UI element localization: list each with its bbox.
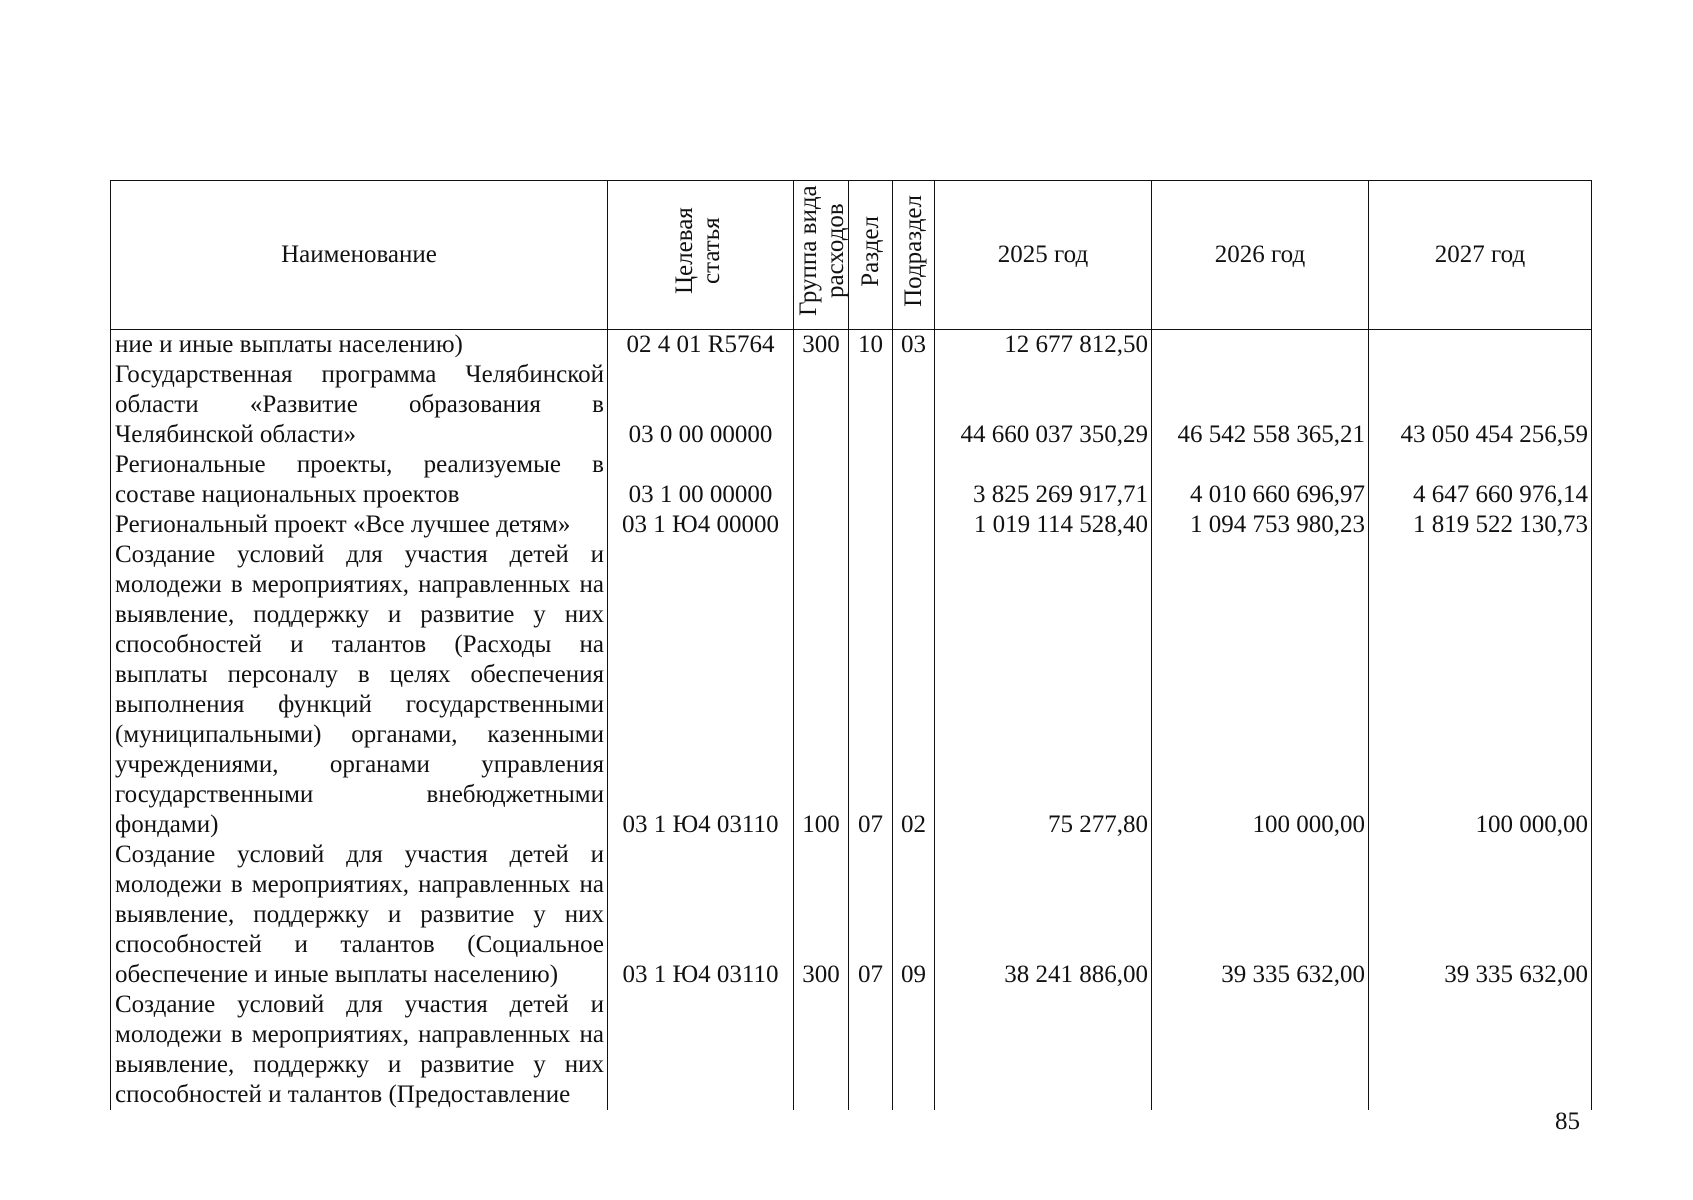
row-section	[849, 360, 893, 450]
row-code: 03 1 00 00000	[608, 450, 794, 510]
row-section	[849, 990, 893, 1110]
table-row	[111, 990, 1592, 1110]
row-code: 03 1 Ю4 03110	[608, 540, 794, 840]
row-2025: 75 277,80	[935, 540, 1152, 840]
row-subsection: 03	[893, 330, 935, 361]
row-section: 07	[849, 540, 893, 840]
header-group-label: Группа вида расходов	[795, 185, 849, 317]
row-group	[794, 510, 849, 540]
row-2027: 4 647 660 976,14	[1369, 450, 1592, 510]
row-subsection: 09	[893, 840, 935, 990]
row-group: 300	[794, 840, 849, 990]
budget-table-container	[110, 180, 1592, 1110]
table-row	[111, 360, 1592, 450]
row-2027	[1369, 330, 1592, 361]
row-2026	[1152, 330, 1369, 361]
header-name: Наименование	[111, 181, 608, 330]
row-subsection	[893, 510, 935, 540]
header-2026: 2026 год	[1152, 181, 1369, 330]
row-section: 07	[849, 840, 893, 990]
budget-table	[110, 180, 1592, 1110]
header-2027: 2027 год	[1369, 181, 1592, 330]
row-2026: 1 094 753 980,23	[1152, 510, 1369, 540]
header-section-label: Раздел	[857, 215, 884, 287]
table-row	[111, 840, 1592, 990]
header-section	[849, 181, 893, 330]
row-2026	[1152, 990, 1369, 1110]
table-header-row	[111, 181, 1592, 330]
row-2027	[1369, 990, 1592, 1110]
row-2026: 100 000,00	[1152, 540, 1369, 840]
table-row	[111, 540, 1592, 840]
row-code: 03 1 Ю4 00000	[608, 510, 794, 540]
row-code: 03 0 00 00000	[608, 360, 794, 450]
row-2025: 44 660 037 350,29	[935, 360, 1152, 450]
header-2025: 2025 год	[935, 181, 1152, 330]
row-2025: 38 241 886,00	[935, 840, 1152, 990]
row-name: Государственная программа Челябинской области «Развитие образования в Челябинской области»	[111, 360, 608, 450]
header-target-label: Целевая статья	[670, 207, 725, 295]
row-2027: 100 000,00	[1369, 540, 1592, 840]
row-code: 02 4 01 R5764	[608, 330, 794, 361]
row-name: Создание условий для участия детей и молодежи в мероприятиях, направленных на выявление, поддержку и развитие у них способностей и талантов (Предоставление	[111, 990, 608, 1110]
row-2025: 1 019 114 528,40	[935, 510, 1152, 540]
table-row	[111, 450, 1592, 510]
row-2027: 43 050 454 256,59	[1369, 360, 1592, 450]
row-group	[794, 990, 849, 1110]
row-name: Создание условий для участия детей и молодежи в мероприятиях, направленных на выявление, поддержку и развитие у них способностей и талантов (Расходы на выплаты персоналу в целях обеспечения выполнения функций государственными (муниципальными) органами, казенными учреждениями, органами управления государственными внебюджетными фондами)	[111, 540, 608, 840]
header-subsection	[893, 181, 935, 330]
table-row	[111, 330, 1592, 361]
row-section	[849, 510, 893, 540]
row-section	[849, 450, 893, 510]
row-name: Региональные проекты, реализуемые в составе национальных проектов	[111, 450, 608, 510]
row-code	[608, 990, 794, 1110]
row-2027: 39 335 632,00	[1369, 840, 1592, 990]
table-row	[111, 510, 1592, 540]
header-subsection-label: Подраздел	[900, 195, 927, 307]
row-2025	[935, 990, 1152, 1110]
row-group: 100	[794, 540, 849, 840]
row-subsection	[893, 990, 935, 1110]
row-subsection	[893, 360, 935, 450]
row-subsection	[893, 450, 935, 510]
row-2026: 4 010 660 696,97	[1152, 450, 1369, 510]
row-2026: 39 335 632,00	[1152, 840, 1369, 990]
row-name: Региональный проект «Все лучшее детям»	[111, 510, 608, 540]
row-name: ние и иные выплаты населению)	[111, 330, 608, 361]
row-group	[794, 450, 849, 510]
row-subsection: 02	[893, 540, 935, 840]
row-code: 03 1 Ю4 03110	[608, 840, 794, 990]
header-group	[794, 181, 849, 330]
row-2025: 12 677 812,50	[935, 330, 1152, 361]
row-section: 10	[849, 330, 893, 361]
row-name: Создание условий для участия детей и молодежи в мероприятиях, направленных на выявление, поддержку и развитие у них способностей и талантов (Социальное обеспечение и иные выплаты населению)	[111, 840, 608, 990]
row-2026: 46 542 558 365,21	[1152, 360, 1369, 450]
row-group	[794, 360, 849, 450]
header-target	[608, 181, 794, 330]
row-2025: 3 825 269 917,71	[935, 450, 1152, 510]
row-2027: 1 819 522 130,73	[1369, 510, 1592, 540]
page-number: 85	[1555, 1108, 1580, 1135]
row-group: 300	[794, 330, 849, 361]
